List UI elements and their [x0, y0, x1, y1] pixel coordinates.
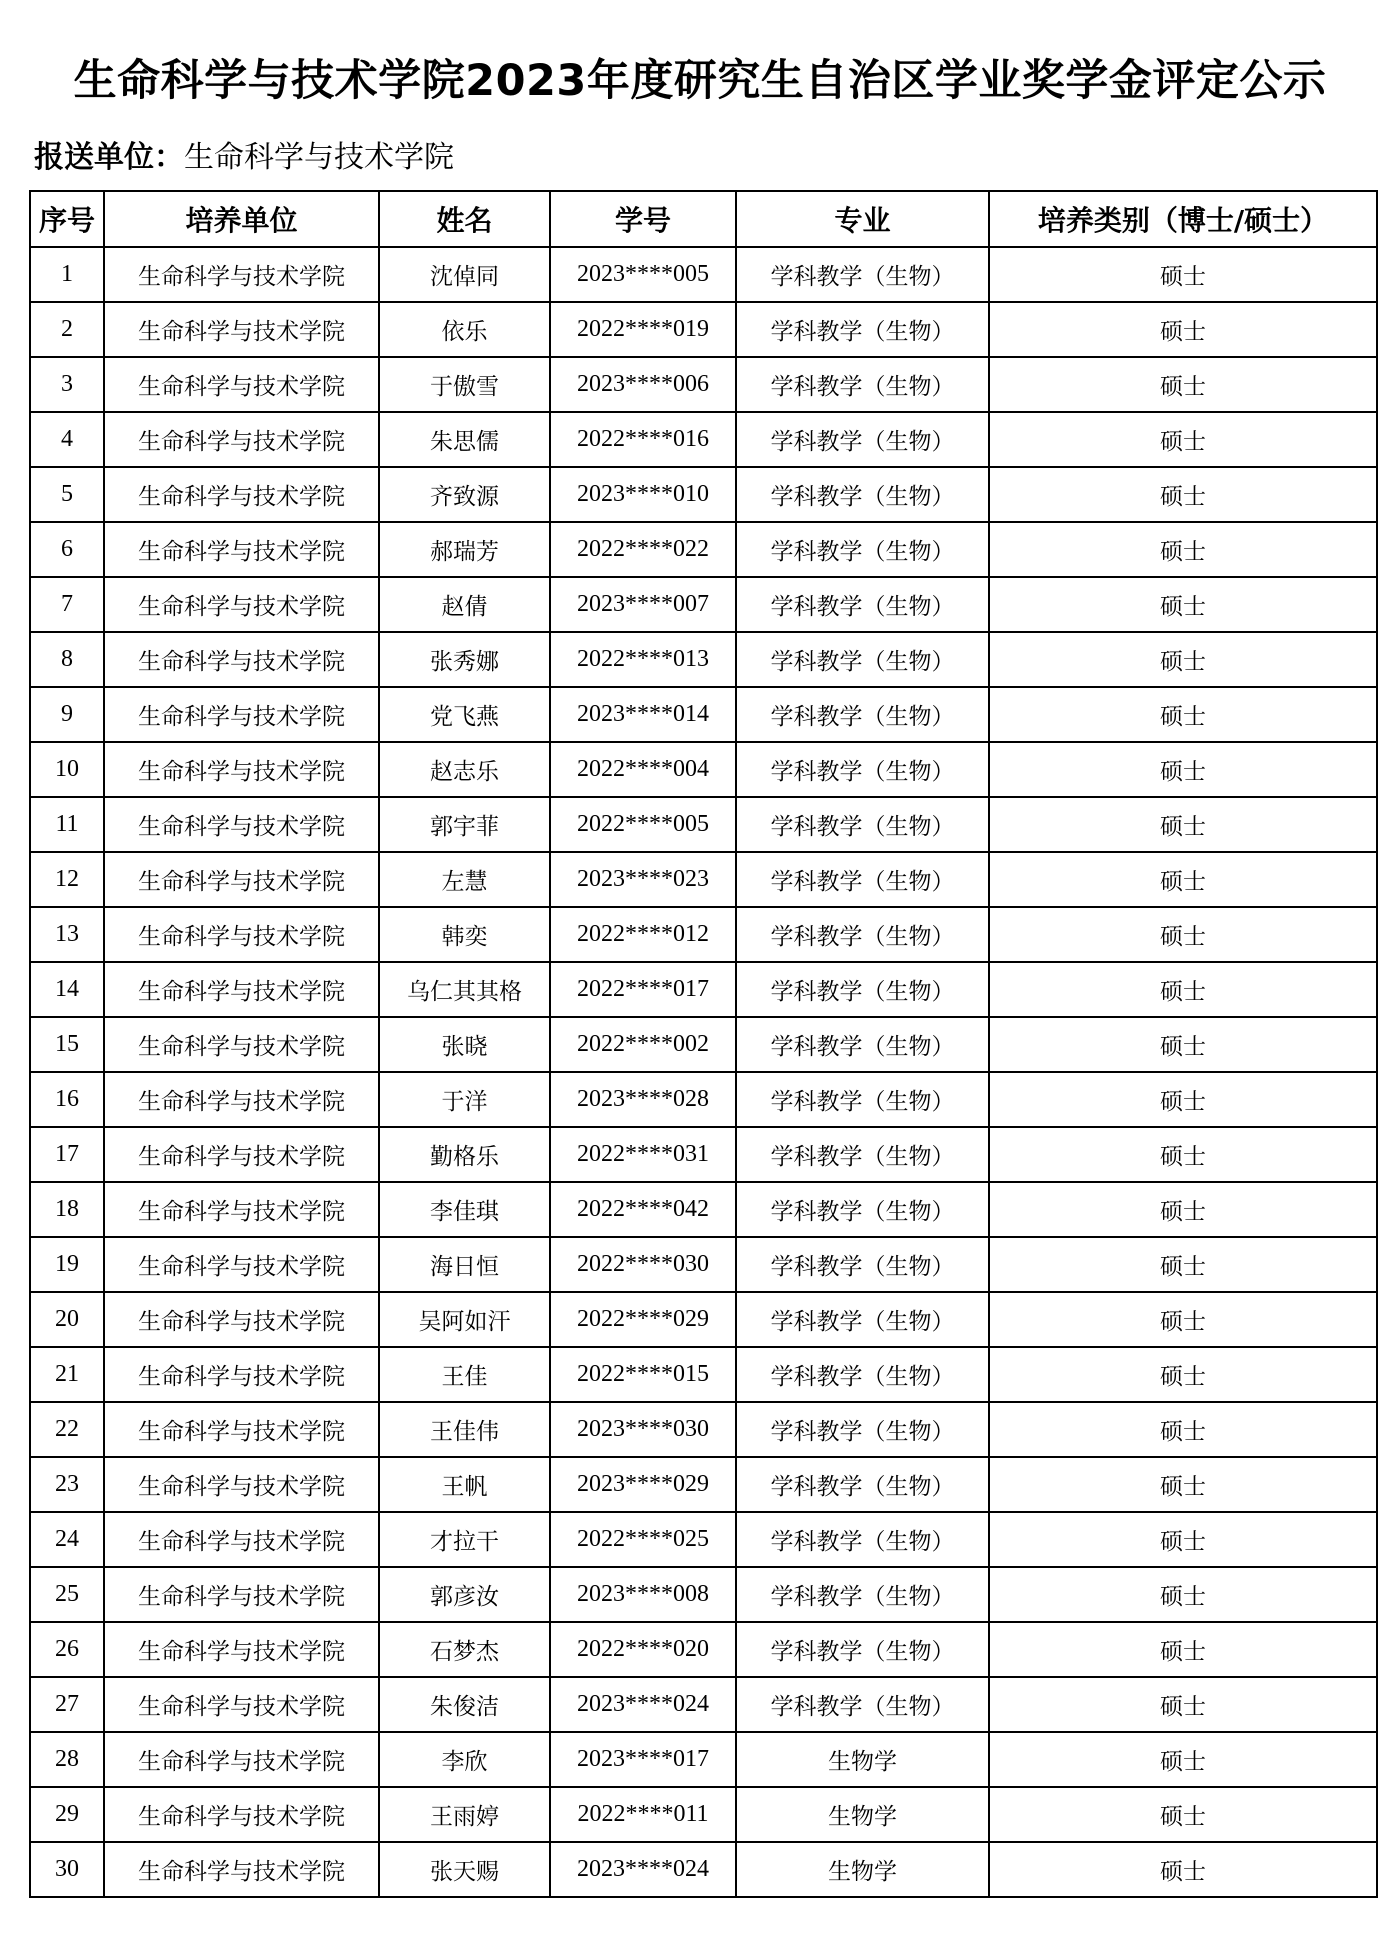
- table-row: [30, 1127, 1377, 1182]
- cell-seq: 7: [30, 577, 104, 632]
- cell-degree-type: 硕士: [989, 962, 1377, 1017]
- table-row: [30, 1457, 1377, 1512]
- cell-degree-type: 硕士: [989, 302, 1377, 357]
- cell-name: 郭宇菲: [379, 797, 550, 852]
- header-unit: 培养单位: [104, 191, 379, 247]
- cell-name: 吴阿如汗: [379, 1292, 550, 1347]
- cell-student-id: 2023****006: [550, 357, 736, 412]
- cell-major: 学科教学（生物）: [736, 247, 989, 302]
- cell-seq: 20: [30, 1292, 104, 1347]
- cell-seq: 5: [30, 467, 104, 522]
- cell-major: 学科教学（生物）: [736, 687, 989, 742]
- cell-major: 学科教学（生物）: [736, 577, 989, 632]
- cell-student-id: 2022****004: [550, 742, 736, 797]
- cell-seq: 17: [30, 1127, 104, 1182]
- cell-major: 学科教学（生物）: [736, 1182, 989, 1237]
- cell-student-id: 2022****016: [550, 412, 736, 467]
- cell-name: 张晓: [379, 1017, 550, 1072]
- table-row: [30, 412, 1377, 467]
- cell-student-id: 2022****019: [550, 302, 736, 357]
- cell-degree-type: 硕士: [989, 1677, 1377, 1732]
- cell-major: 学科教学（生物）: [736, 1512, 989, 1567]
- cell-name: 乌仁其其格: [379, 962, 550, 1017]
- scholarship-table: [29, 190, 1378, 1898]
- cell-unit: 生命科学与技术学院: [104, 522, 379, 577]
- cell-major: 学科教学（生物）: [736, 1567, 989, 1622]
- cell-major: 学科教学（生物）: [736, 962, 989, 1017]
- cell-student-id: 2022****030: [550, 1237, 736, 1292]
- table-row: [30, 797, 1377, 852]
- cell-unit: 生命科学与技术学院: [104, 852, 379, 907]
- cell-name: 朱俊洁: [379, 1677, 550, 1732]
- cell-name: 于洋: [379, 1072, 550, 1127]
- cell-major: 学科教学（生物）: [736, 357, 989, 412]
- cell-unit: 生命科学与技术学院: [104, 687, 379, 742]
- cell-unit: 生命科学与技术学院: [104, 1567, 379, 1622]
- cell-seq: 3: [30, 357, 104, 412]
- cell-seq: 2: [30, 302, 104, 357]
- cell-major: 生物学: [736, 1732, 989, 1787]
- cell-student-id: 2022****042: [550, 1182, 736, 1237]
- cell-degree-type: 硕士: [989, 577, 1377, 632]
- cell-unit: 生命科学与技术学院: [104, 962, 379, 1017]
- cell-seq: 24: [30, 1512, 104, 1567]
- cell-unit: 生命科学与技术学院: [104, 1402, 379, 1457]
- cell-name: 张天赐: [379, 1842, 550, 1897]
- table-row: [30, 1787, 1377, 1842]
- cell-degree-type: 硕士: [989, 1072, 1377, 1127]
- cell-degree-type: 硕士: [989, 467, 1377, 522]
- cell-student-id: 2023****028: [550, 1072, 736, 1127]
- cell-name: 王雨婷: [379, 1787, 550, 1842]
- header-student-id: 学号: [550, 191, 736, 247]
- cell-major: 生物学: [736, 1842, 989, 1897]
- cell-seq: 21: [30, 1347, 104, 1402]
- cell-major: 生物学: [736, 1787, 989, 1842]
- cell-unit: 生命科学与技术学院: [104, 1292, 379, 1347]
- cell-seq: 28: [30, 1732, 104, 1787]
- cell-major: 学科教学（生物）: [736, 467, 989, 522]
- cell-major: 学科教学（生物）: [736, 412, 989, 467]
- cell-seq: 9: [30, 687, 104, 742]
- cell-name: 于傲雪: [379, 357, 550, 412]
- table-row: [30, 1842, 1377, 1897]
- cell-student-id: 2022****020: [550, 1622, 736, 1677]
- table-row: [30, 1732, 1377, 1787]
- cell-unit: 生命科学与技术学院: [104, 1237, 379, 1292]
- cell-degree-type: 硕士: [989, 1567, 1377, 1622]
- cell-seq: 11: [30, 797, 104, 852]
- cell-student-id: 2022****005: [550, 797, 736, 852]
- cell-seq: 6: [30, 522, 104, 577]
- cell-student-id: 2023****008: [550, 1567, 736, 1622]
- table-row: [30, 522, 1377, 577]
- cell-name: 才拉干: [379, 1512, 550, 1567]
- cell-unit: 生命科学与技术学院: [104, 632, 379, 687]
- cell-unit: 生命科学与技术学院: [104, 412, 379, 467]
- cell-seq: 29: [30, 1787, 104, 1842]
- cell-student-id: 2022****013: [550, 632, 736, 687]
- cell-degree-type: 硕士: [989, 247, 1377, 302]
- header-degree-type: 培养类别（博士/硕士）: [989, 191, 1377, 247]
- cell-degree-type: 硕士: [989, 412, 1377, 467]
- cell-seq: 26: [30, 1622, 104, 1677]
- cell-degree-type: 硕士: [989, 1182, 1377, 1237]
- cell-name: 郭彦汝: [379, 1567, 550, 1622]
- header-seq: 序号: [30, 191, 104, 247]
- table-row: [30, 1567, 1377, 1622]
- cell-name: 赵志乐: [379, 742, 550, 797]
- cell-major: 学科教学（生物）: [736, 1237, 989, 1292]
- cell-student-id: 2022****031: [550, 1127, 736, 1182]
- cell-student-id: 2023****030: [550, 1402, 736, 1457]
- table-row: [30, 1017, 1377, 1072]
- cell-major: 学科教学（生物）: [736, 797, 989, 852]
- cell-degree-type: 硕士: [989, 1787, 1377, 1842]
- cell-unit: 生命科学与技术学院: [104, 1622, 379, 1677]
- table-row: [30, 302, 1377, 357]
- cell-name: 朱思儒: [379, 412, 550, 467]
- header-name: 姓名: [379, 191, 550, 247]
- cell-degree-type: 硕士: [989, 357, 1377, 412]
- cell-degree-type: 硕士: [989, 1622, 1377, 1677]
- document-title: 生命科学与技术学院2023年度研究生自治区学业奖学金评定公示: [73, 56, 1327, 106]
- cell-degree-type: 硕士: [989, 1237, 1377, 1292]
- cell-major: 学科教学（生物）: [736, 1292, 989, 1347]
- cell-student-id: 2023****024: [550, 1677, 736, 1732]
- table-body: [30, 247, 1377, 1897]
- cell-unit: 生命科学与技术学院: [104, 1127, 379, 1182]
- cell-name: 韩奕: [379, 907, 550, 962]
- cell-unit: 生命科学与技术学院: [104, 1347, 379, 1402]
- cell-major: 学科教学（生物）: [736, 1017, 989, 1072]
- report-unit-value: 生命科学与技术学院: [184, 140, 454, 175]
- cell-name: 李佳琪: [379, 1182, 550, 1237]
- cell-name: 王佳: [379, 1347, 550, 1402]
- cell-unit: 生命科学与技术学院: [104, 797, 379, 852]
- cell-student-id: 2022****025: [550, 1512, 736, 1567]
- table-row: [30, 1182, 1377, 1237]
- cell-major: 学科教学（生物）: [736, 1127, 989, 1182]
- cell-unit: 生命科学与技术学院: [104, 1512, 379, 1567]
- cell-seq: 8: [30, 632, 104, 687]
- cell-seq: 10: [30, 742, 104, 797]
- cell-major: 学科教学（生物）: [736, 302, 989, 357]
- cell-unit: 生命科学与技术学院: [104, 467, 379, 522]
- cell-major: 学科教学（生物）: [736, 632, 989, 687]
- cell-seq: 22: [30, 1402, 104, 1457]
- cell-degree-type: 硕士: [989, 1842, 1377, 1897]
- cell-major: 学科教学（生物）: [736, 1347, 989, 1402]
- cell-major: 学科教学（生物）: [736, 852, 989, 907]
- cell-degree-type: 硕士: [989, 632, 1377, 687]
- table-header-row: [30, 191, 1377, 247]
- table-row: [30, 1237, 1377, 1292]
- cell-major: 学科教学（生物）: [736, 1622, 989, 1677]
- cell-name: 郝瑞芳: [379, 522, 550, 577]
- cell-seq: 13: [30, 907, 104, 962]
- cell-major: 学科教学（生物）: [736, 1677, 989, 1732]
- cell-seq: 25: [30, 1567, 104, 1622]
- table-row: [30, 357, 1377, 412]
- report-unit-label: 报送单位：: [34, 140, 184, 175]
- cell-name: 石梦杰: [379, 1622, 550, 1677]
- cell-unit: 生命科学与技术学院: [104, 247, 379, 302]
- cell-degree-type: 硕士: [989, 1292, 1377, 1347]
- cell-seq: 16: [30, 1072, 104, 1127]
- cell-seq: 4: [30, 412, 104, 467]
- cell-seq: 15: [30, 1017, 104, 1072]
- cell-degree-type: 硕士: [989, 1732, 1377, 1787]
- report-unit-line: [34, 134, 454, 182]
- table-row: [30, 632, 1377, 687]
- cell-unit: 生命科学与技术学院: [104, 357, 379, 412]
- cell-student-id: 2023****010: [550, 467, 736, 522]
- table-row: [30, 962, 1377, 1017]
- cell-major: 学科教学（生物）: [736, 1402, 989, 1457]
- cell-name: 海日恒: [379, 1237, 550, 1292]
- cell-unit: 生命科学与技术学院: [104, 742, 379, 797]
- cell-seq: 12: [30, 852, 104, 907]
- cell-degree-type: 硕士: [989, 1402, 1377, 1457]
- cell-seq: 19: [30, 1237, 104, 1292]
- cell-name: 赵倩: [379, 577, 550, 632]
- cell-name: 沈倬同: [379, 247, 550, 302]
- cell-name: 依乐: [379, 302, 550, 357]
- cell-unit: 生命科学与技术学院: [104, 302, 379, 357]
- cell-unit: 生命科学与技术学院: [104, 1732, 379, 1787]
- cell-name: 勤格乐: [379, 1127, 550, 1182]
- cell-degree-type: 硕士: [989, 852, 1377, 907]
- cell-unit: 生命科学与技术学院: [104, 1017, 379, 1072]
- cell-student-id: 2023****029: [550, 1457, 736, 1512]
- cell-seq: 23: [30, 1457, 104, 1512]
- cell-student-id: 2022****002: [550, 1017, 736, 1072]
- cell-student-id: 2022****015: [550, 1347, 736, 1402]
- cell-unit: 生命科学与技术学院: [104, 1677, 379, 1732]
- table-row: [30, 467, 1377, 522]
- cell-major: 学科教学（生物）: [736, 742, 989, 797]
- cell-name: 王佳伟: [379, 1402, 550, 1457]
- cell-student-id: 2022****029: [550, 1292, 736, 1347]
- cell-degree-type: 硕士: [989, 1457, 1377, 1512]
- cell-unit: 生命科学与技术学院: [104, 1457, 379, 1512]
- cell-seq: 1: [30, 247, 104, 302]
- cell-student-id: 2022****012: [550, 907, 736, 962]
- table-row: [30, 1402, 1377, 1457]
- cell-student-id: 2023****007: [550, 577, 736, 632]
- cell-student-id: 2023****014: [550, 687, 736, 742]
- cell-degree-type: 硕士: [989, 1512, 1377, 1567]
- table-row: [30, 742, 1377, 797]
- cell-student-id: 2023****024: [550, 1842, 736, 1897]
- cell-name: 李欣: [379, 1732, 550, 1787]
- header-major: 专业: [736, 191, 989, 247]
- table-row: [30, 1292, 1377, 1347]
- cell-degree-type: 硕士: [989, 907, 1377, 962]
- cell-seq: 30: [30, 1842, 104, 1897]
- cell-name: 党飞燕: [379, 687, 550, 742]
- cell-student-id: 2022****011: [550, 1787, 736, 1842]
- table-row: [30, 1677, 1377, 1732]
- table-row: [30, 1347, 1377, 1402]
- cell-seq: 14: [30, 962, 104, 1017]
- cell-degree-type: 硕士: [989, 687, 1377, 742]
- cell-major: 学科教学（生物）: [736, 522, 989, 577]
- table-row: [30, 1512, 1377, 1567]
- table-row: [30, 1622, 1377, 1677]
- cell-degree-type: 硕士: [989, 742, 1377, 797]
- table-row: [30, 852, 1377, 907]
- cell-seq: 18: [30, 1182, 104, 1237]
- table-row: [30, 1072, 1377, 1127]
- cell-name: 左慧: [379, 852, 550, 907]
- cell-degree-type: 硕士: [989, 1017, 1377, 1072]
- cell-degree-type: 硕士: [989, 522, 1377, 577]
- cell-name: 张秀娜: [379, 632, 550, 687]
- cell-degree-type: 硕士: [989, 1347, 1377, 1402]
- table-row: [30, 247, 1377, 302]
- cell-degree-type: 硕士: [989, 1127, 1377, 1182]
- cell-student-id: 2023****017: [550, 1732, 736, 1787]
- cell-unit: 生命科学与技术学院: [104, 1842, 379, 1897]
- cell-unit: 生命科学与技术学院: [104, 907, 379, 962]
- cell-unit: 生命科学与技术学院: [104, 1182, 379, 1237]
- cell-student-id: 2022****022: [550, 522, 736, 577]
- cell-unit: 生命科学与技术学院: [104, 1072, 379, 1127]
- cell-seq: 27: [30, 1677, 104, 1732]
- table-row: [30, 907, 1377, 962]
- cell-unit: 生命科学与技术学院: [104, 1787, 379, 1842]
- cell-major: 学科教学（生物）: [736, 1072, 989, 1127]
- cell-degree-type: 硕士: [989, 797, 1377, 852]
- cell-student-id: 2023****023: [550, 852, 736, 907]
- cell-student-id: 2023****005: [550, 247, 736, 302]
- cell-name: 王帆: [379, 1457, 550, 1512]
- cell-student-id: 2022****017: [550, 962, 736, 1017]
- table-row: [30, 577, 1377, 632]
- cell-unit: 生命科学与技术学院: [104, 577, 379, 632]
- cell-name: 齐致源: [379, 467, 550, 522]
- cell-major: 学科教学（生物）: [736, 907, 989, 962]
- cell-major: 学科教学（生物）: [736, 1457, 989, 1512]
- table-row: [30, 687, 1377, 742]
